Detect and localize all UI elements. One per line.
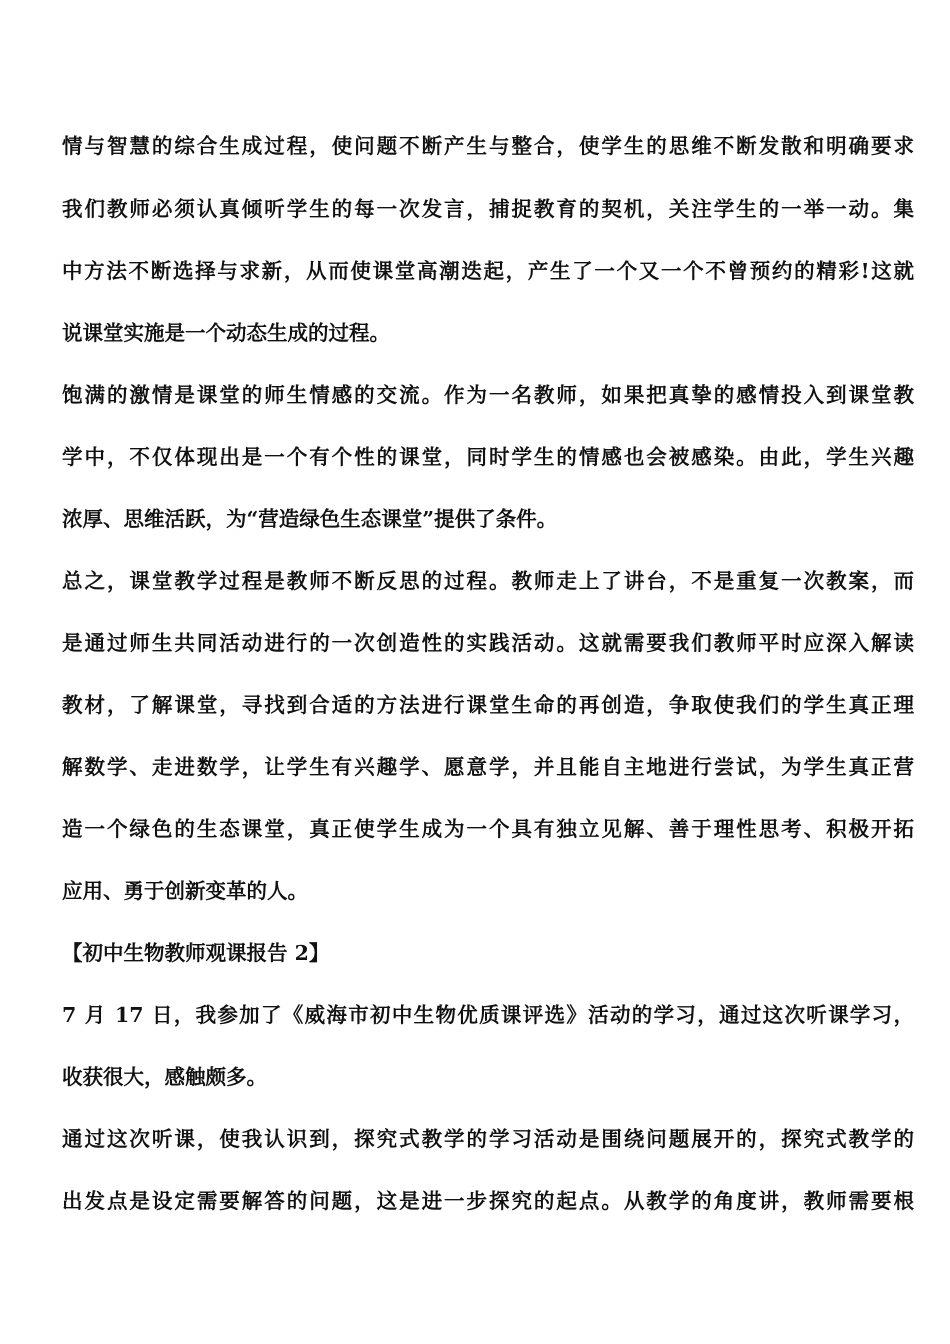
text-line: 情与智慧的综合生成过程，使问题不断产生与整合，使学生的思维不断发散和明确要求 <box>62 134 914 158</box>
text-line: 解数学、走进数学，让学生有兴趣学、愿意学，并且能自主地进行尝试，为学生真正营 <box>62 755 914 779</box>
text-line: 说课堂实施是一个动态生成的过程。 <box>62 321 390 345</box>
text-line: 我们教师必须认真倾听学生的每一次发言，捕捉教育的契机，关注学生的一举一动。集 <box>62 197 914 221</box>
text-line: 是通过师生共同活动进行的一次创造性的实践活动。这就需要我们教师平时应深入解读 <box>62 631 914 655</box>
text-line: 教材，了解课堂，寻找到合适的方法进行课堂生命的再创造，争取使我们的学生真正理 <box>62 693 914 717</box>
text-line: 出发点是设定需要解答的问题，这是进一步探究的起点。从教学的角度讲，教师需要根 <box>62 1189 914 1213</box>
text-line: 总之，课堂教学过程是教师不断反思的过程。教师走上了讲台，不是重复一次教案，而 <box>62 569 914 593</box>
text-line: 造一个绿色的生态课堂，真正使学生成为一个具有独立见解、善于理性思考、积极开拓 <box>62 817 914 841</box>
text-line: 中方法不断选择与求新，从而使课堂高潮迭起，产生了一个又一个不曾预约的精彩!这就 <box>62 259 914 283</box>
section-heading: 【初中生物教师观课报告 2】 <box>62 941 330 965</box>
text-line: 收获很大，感触颇多。 <box>62 1065 267 1089</box>
text-line: 7 月 17 日，我参加了《威海市初中生物优质课评选》活动的学习，通过这次听课学习， <box>62 1003 914 1027</box>
text-line: 应用、勇于创新变革的人。 <box>62 879 308 903</box>
text-line: 通过这次听课，使我认识到，探究式教学的学习活动是围绕问题展开的，探究式教学的 <box>62 1127 914 1151</box>
text-line: 学中，不仅体现出是一个有个性的课堂，同时学生的情感也会被感染。由此，学生兴趣 <box>62 445 914 469</box>
text-line: 浓厚、思维活跃，为“营造绿色生态课堂”提供了条件。 <box>62 507 558 531</box>
text-line: 饱满的激情是课堂的师生情感的交流。作为一名教师，如果把真挚的感情投入到课堂教 <box>62 383 914 407</box>
